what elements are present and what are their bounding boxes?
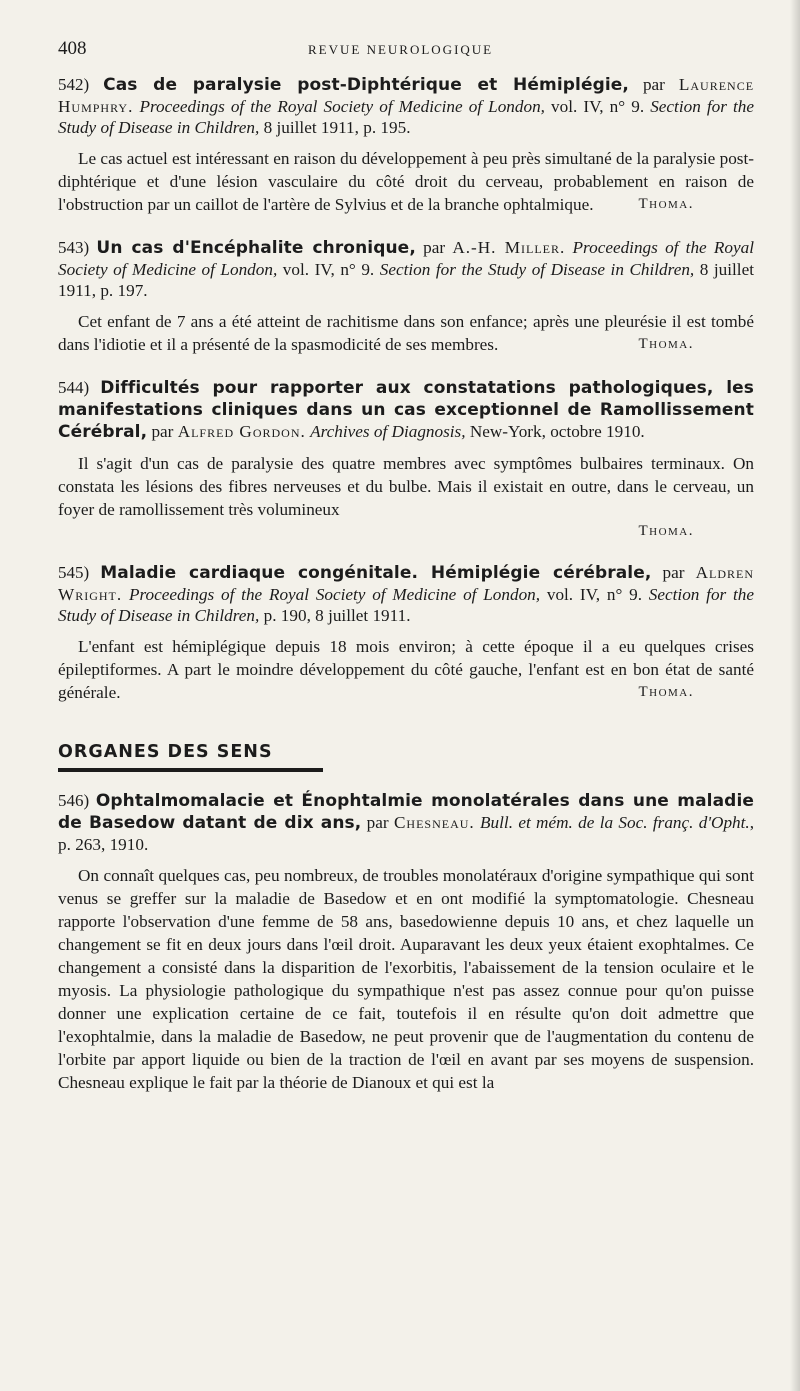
signature: Thoma. <box>638 196 694 212</box>
by-text: par <box>662 563 685 582</box>
section-heading: ORGANES DES SENS <box>58 742 323 772</box>
abstract-text: On connaît quelques cas, peu nombreux, de troubles monolatéraux d'origine sympathique qui sont venus se greffer sur la maladie de Basedow et en ont modifié la symptomatologie. Chesneau rapporte l'observation d'une femme de 58 ans, basedowienne depuis 10 ans, et chez laquelle un changement se fit en deux jours dans l'œil droit. Auparavant les deux yeux étaient exophtalmes. Ce changement a consisté dans la disparition de l'exorbitis, l'abaissement de la tension oculaire et le myosis. La physiologie pathologique du sympathique n'est pas assez connue pour qu'on puisse donner une explication certaine de ce fait, toutefois il en résulte qu'on doit admettre que l'exophtalmie, dans la maladie de Basedow, ne peut provenir que de l'augmentation du contenu de l'orbite par apport liquide ou bien de la traction de l'œil en avant par ses moyens de suspension. Chesneau explique le fait par la théorie de Dianoux et qui est la <box>58 866 754 1092</box>
journal-section: Section for the Study of Disease in Children, <box>58 585 754 625</box>
by-text: par <box>151 422 174 441</box>
by-text: par <box>642 75 665 94</box>
date-page: 8 juillet 1911, p. 195. <box>263 118 411 137</box>
journal-section: Section for the Study of Disease in Children, <box>379 260 695 279</box>
abstract-body <box>58 864 754 1094</box>
citation <box>58 562 754 626</box>
journal-name: Archives of Diagnosis, <box>310 422 466 441</box>
entry-number: 543) <box>58 238 90 257</box>
abstract-text: Le cas actuel est intéressant en raison du développement à peu près simultané de la paralysie post-diphtérique et d'une lésion vasculaire du côté droit du cerveau, probablement en raison de l'obstruction par un caillot de l'artère de Sylvius et de la branche ophtalmique. <box>58 149 754 214</box>
abstract-text: L'enfant est hémiplégique depuis 18 mois environ; à cette époque il a eu quelques crises épileptiformes. A part le moindre développement du côté gauche, l'enfant est en bon état de santé générale. <box>58 637 754 702</box>
abstract-text: Il s'agit d'un cas de paralysie des quatre membres avec symptômes bulbaires terminaux. On constata les lésions des fibres nerveuses et du bulbe. Mais il existait en outre, dans le cerveau, un foyer de ramollissement très volumineux <box>58 454 754 519</box>
journal-name: Bull. et mém. de la Soc. franç. d'Opht. <box>480 813 750 832</box>
signature: Thoma. <box>638 523 694 539</box>
date-page: 8 juillet 1911, p. 197. <box>58 260 754 300</box>
abstract-entry <box>58 562 754 704</box>
entry-number: 544) <box>58 378 90 397</box>
journal-name: Proceedings of the Royal Society of Medicine of London, <box>139 97 545 116</box>
entry-title: Cas de paralysie post-Diphtérique et Hémiplégie, <box>103 75 629 95</box>
abstract-body <box>58 452 754 521</box>
volume-details: vol. IV, n° 9. <box>551 97 645 116</box>
citation <box>58 237 754 301</box>
citation <box>58 74 754 138</box>
entry-number: 542) <box>58 75 90 94</box>
abstract-entry <box>58 377 754 541</box>
author-name: Chesneau. <box>393 813 475 832</box>
entry-title: Difficultés pour rapporter aux constatations pathologiques, les manifestations cliniques dans un cas exceptionnel de Ramollissement Cérébral, <box>58 378 755 442</box>
abstract-body <box>58 635 754 704</box>
running-head: REVUE NEUROLOGIQUE <box>308 42 494 57</box>
entry-title: Un cas d'Encéphalite chronique, <box>96 238 416 258</box>
by-text: par <box>423 238 446 257</box>
journal-name: Proceedings of the Royal Society of Medicine of London, <box>58 238 755 279</box>
abstract-body <box>58 310 754 356</box>
entry-title: Ophtalmomalacie et Énophtalmie monolatérales dans une maladie de Basedow datant de dix ans, <box>58 791 754 833</box>
page-number: 408 <box>58 38 87 59</box>
by-text: par <box>366 813 389 832</box>
signature: Thoma. <box>638 684 694 700</box>
volume-details: New-York, octobre 1910. <box>469 422 645 441</box>
citation <box>58 790 754 855</box>
abstract-body <box>58 147 754 216</box>
abstract-entry <box>58 790 754 1094</box>
journal-name: Proceedings of the Royal Society of Medicine of London, <box>128 585 541 604</box>
page-year: , p. 263, 1910. <box>58 813 755 854</box>
entry-number: 546) <box>58 791 90 810</box>
author-name: A.-H. Miller. <box>452 238 566 257</box>
author-name: Aldren Wright. <box>58 563 755 604</box>
page-header <box>58 38 754 68</box>
entry-number: 545) <box>58 563 90 582</box>
abstract-text: Cet enfant de 7 ans a été atteint de rachitisme dans son enfance; après une pleurésie il est tombé dans l'idiotie et il a présenté de la spasmodicité de ses membres. <box>58 312 754 354</box>
scan-edge-shadow <box>790 0 800 1391</box>
author-name: Alfred Gordon. <box>177 422 306 441</box>
citation <box>58 377 754 443</box>
volume-details: vol. IV, n° 9. <box>282 260 375 279</box>
journal-section: Section for the Study of Disease in Children, <box>58 97 755 137</box>
volume-details: vol. IV, n° 9. <box>546 585 643 604</box>
abstract-entry <box>58 74 754 216</box>
section-heading-block <box>58 742 754 772</box>
signature: Thoma. <box>638 336 694 352</box>
author-name: Laurence Humphry. <box>58 75 755 116</box>
entry-title: Maladie cardiaque congénitale. Hémiplégie cérébrale, <box>100 563 652 583</box>
abstract-entry <box>58 237 754 356</box>
date-page: p. 190, 8 juillet 1911. <box>263 606 411 625</box>
